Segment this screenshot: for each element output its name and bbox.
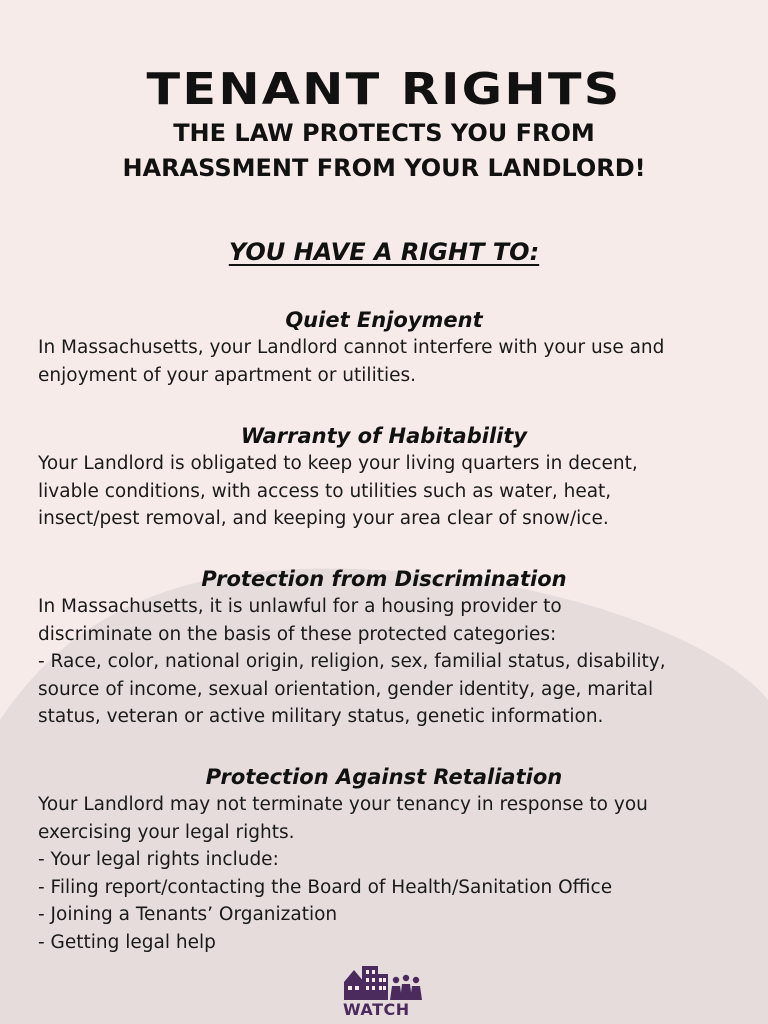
page-subtitle: THE LAW PROTECTS YOU FROM HARASSMENT FROM YOUR LANDLORD! [122, 119, 646, 182]
rights-heading: YOU HAVE A RIGHT TO: [228, 238, 540, 266]
section-quiet-enjoyment [38, 306, 738, 389]
section-protection-against-retaliation [38, 763, 738, 957]
logo-wordmark: WATCH [343, 1000, 410, 1019]
section-warranty-of-habitability [38, 422, 738, 533]
section-heading: Protection Against Retaliation [205, 765, 563, 789]
page-title: TENANT RIGHTS [146, 64, 622, 115]
section-heading: Protection from Discrimination [201, 567, 567, 591]
section-protection-from-discrimination [38, 565, 738, 731]
section-body: Your Landlord is obligated to keep your living quarters in decent, livable conditions, with access to utilities such as water, heat, insect/pest removal, and keeping your area clear of snow/ice. [38, 453, 638, 530]
section-heading: Warranty of Habitability [240, 424, 528, 448]
section-body: In Massachusetts, it is unlawful for a housing provider to discriminate on the basis of these protected categories: - Race, color, national origin, religion, sex, familial status, disability, source of income, sexual orientation, gender identity, age, marital status, veteran or active military status, genetic information. [38, 596, 666, 728]
section-body: In Massachusetts, your Landlord cannot interfere with your use and enjoyment of your apartment or utilities. [38, 337, 665, 386]
section-heading: Quiet Enjoyment [285, 308, 483, 332]
section-body: Your Landlord may not terminate your tenancy in response to you exercising your legal rights. - Your legal rights include: - Filing report/contacting the Board of Health/Sanitation Office - Joining a Tenants’ Organization - Getting legal help [38, 794, 648, 953]
